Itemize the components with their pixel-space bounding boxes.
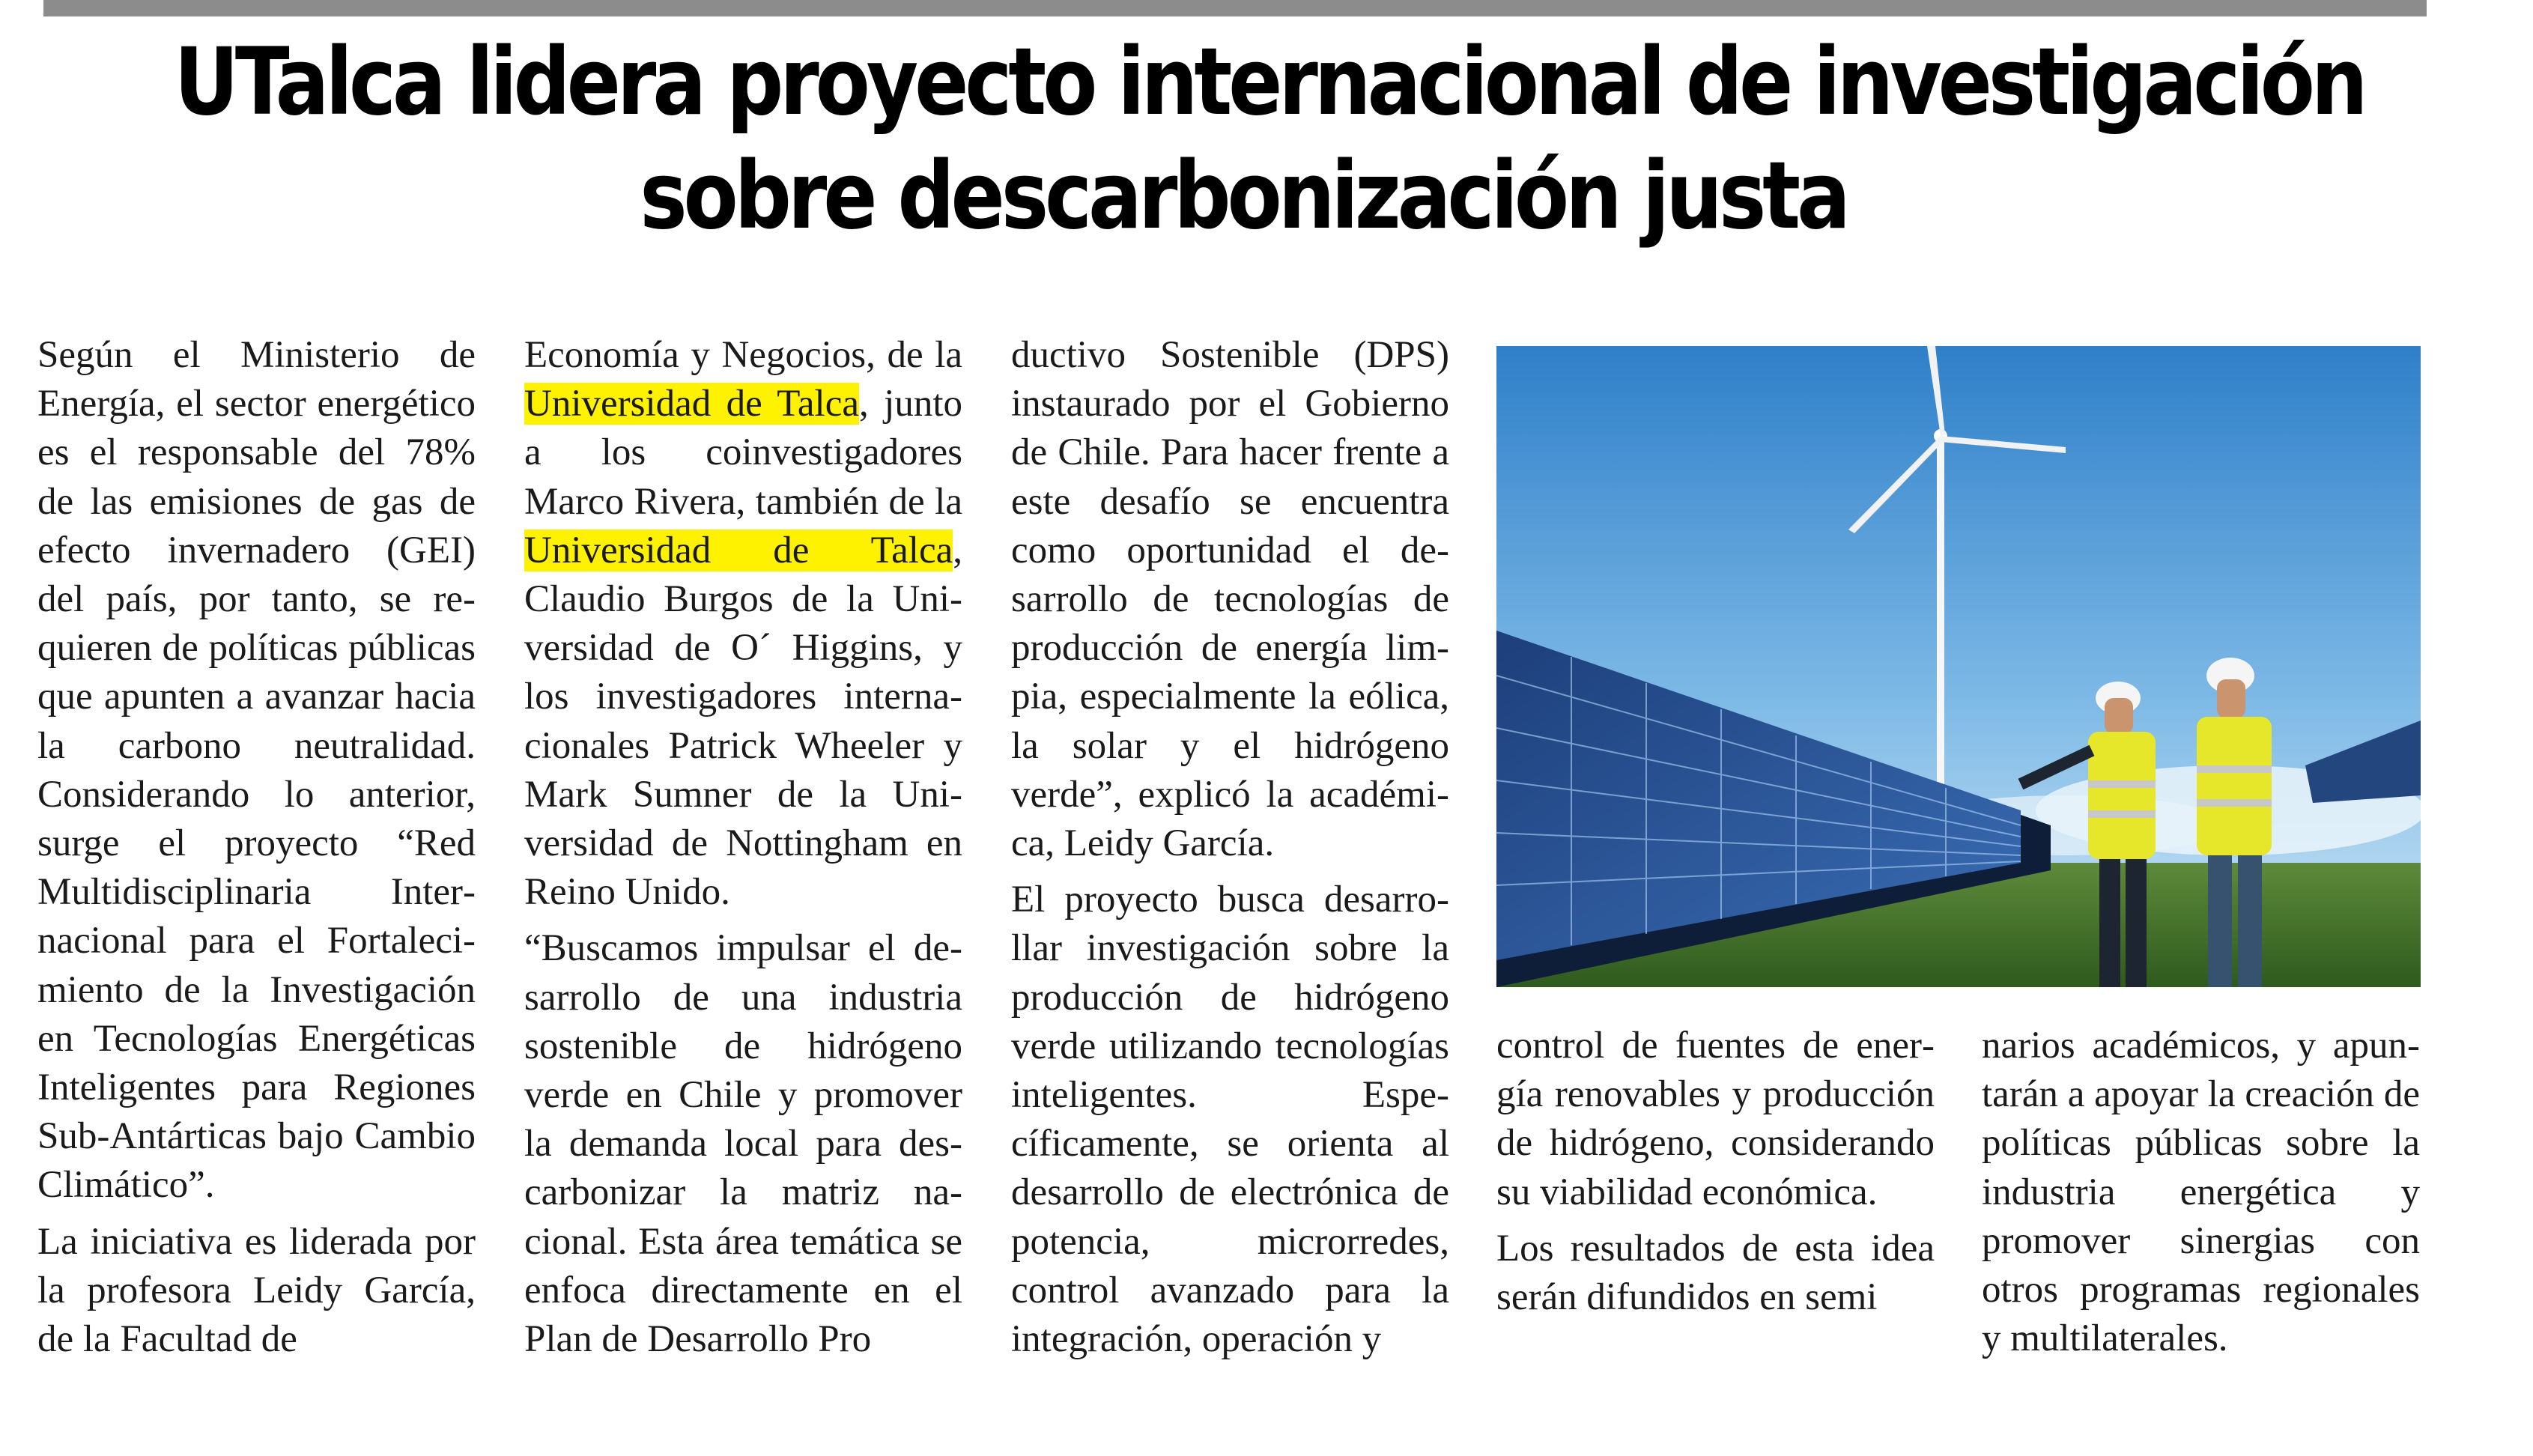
article-headline (174, 25, 2364, 253)
highlighted-university-name: Universidad de Talca (524, 383, 859, 425)
paragraph (524, 331, 962, 917)
text-run: , junto a los coinvestigadores Marco Rivera, también de la (524, 383, 962, 523)
text-run: , Claudio Burgos de la Universidad de O´ Higgins, y los investigadores internacionales Patrick Wheeler y Mark Sumner de la Universidad de Nottingham en Reino Unido. (524, 529, 962, 914)
headline-line-2: sobre descarbonización justa (640, 142, 1847, 250)
paragraph: “Buscamos impulsar el desarrollo de una industria sostenible de hidrógeno verde en Chile y promover la demanda local para descarbonizar la matriz nacional. Esta área temática se enfoca directamente en el Plan de Desarrollo Pro (524, 927, 962, 1361)
article-photo (1496, 346, 2421, 987)
article-column-3 (1011, 331, 1449, 1364)
article-column-4 (1496, 1022, 1935, 1322)
article-column-5 (1982, 1022, 2420, 1363)
top-rule (43, 0, 2427, 16)
text-run: Economía y Negocios, de la (524, 334, 962, 376)
paragraph: control de fuentes de energía renovables y producción de hidrógeno, considerando su viabilidad económica. (1496, 1025, 1935, 1213)
article-column-2 (524, 331, 962, 1364)
paragraph: El proyecto busca desarrollar investigación sobre la producción de hidrógeno verde utilizando tecnologías inteligentes. Específicamente, se orienta al desarrollo de electrónica de potencia, microrredes, control avanzado para la integración, operación y (1011, 879, 1449, 1361)
solar-wind-photo (1496, 346, 2421, 987)
article-column-1 (37, 331, 476, 1364)
paragraph: ductivo Sostenible (DPS) instaurado por el Gobierno de Chile. Para hacer frente a este desafío se encuentra como oportunidad el desarrollo de tecnologías de producción de energía limpia, especialmente la eólica, la solar y el hidrógeno verde”, explicó la académica, Leidy García. (1011, 334, 1449, 865)
paragraph: La iniciativa es liderada por la profesora Leidy García, de la Facultad de (37, 1220, 476, 1361)
highlighted-university-name: Universidad de Talca (524, 529, 953, 571)
paragraph: Los resultados de esta idea serán difundidos en semi (1496, 1227, 1935, 1319)
paragraph: Según el Ministerio de Energía, el sector energético es el responsable del 78% de las emisiones de gas de efecto invernadero (GEI) del país, por tanto, se requieren de políticas públicas que apunten a avanzar hacia la carbono neutralidad. Considerando lo anterior, surge el proyecto “Red Multidisciplinaria Internacional para el Fortalecimiento de la Investigación en Tecnologías Energéticas Inteligentes para Regiones Sub-Antárticas bajo Cambio Climático”. (37, 334, 476, 1207)
paragraph: narios académicos, y apuntarán a apoyar la creación de políticas públicas sobre la industria energética y promover sinergias con otros programas regionales y multilaterales. (1982, 1025, 2420, 1360)
headline-line-1: UTalca lidera proyecto internacional de investigación (174, 28, 2364, 136)
